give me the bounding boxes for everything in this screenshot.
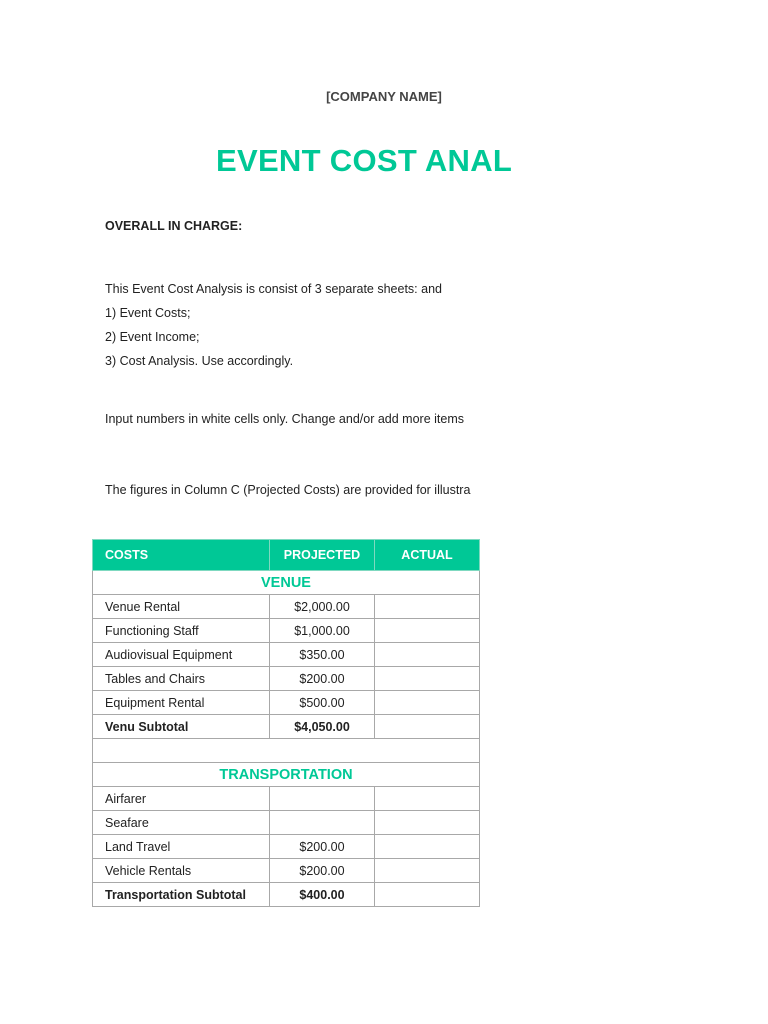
intro-line-1: This Event Cost Analysis is consist of 3 separate sheets: and [105,282,442,296]
projected-cell[interactable]: $200.00 [270,667,375,691]
table-row [93,811,480,835]
actual-cell[interactable] [375,619,480,643]
actual-cell[interactable] [375,835,480,859]
cost-item: Seafare [93,811,270,835]
cost-item: Vehicle Rentals [93,859,270,883]
table-row [93,643,480,667]
section-venue [93,571,480,595]
actual-cell[interactable] [375,859,480,883]
table-header-row [93,540,480,571]
intro-line-2: 1) Event Costs; [105,306,191,320]
actual-cell[interactable] [375,667,480,691]
header-actual: ACTUAL [375,540,480,571]
projected-cell[interactable]: $2,000.00 [270,595,375,619]
projected-cell[interactable] [270,811,375,835]
header-projected: PROJECTED [270,540,375,571]
projected-cell[interactable]: $500.00 [270,691,375,715]
table-row [93,667,480,691]
company-name: [COMPANY NAME] [326,89,442,104]
cost-item: Functioning Staff [93,619,270,643]
cost-table [92,539,480,907]
intro-line-4: 3) Cost Analysis. Use accordingly. [105,354,294,368]
projected-cell[interactable]: $200.00 [270,859,375,883]
subtotal-row-transportation [93,883,480,907]
table-row [93,595,480,619]
projected-cell[interactable]: $1,000.00 [270,619,375,643]
actual-cell[interactable] [375,595,480,619]
cost-item: Audiovisual Equipment [93,643,270,667]
subtotal-projected: $400.00 [270,883,375,907]
table-row [93,835,480,859]
subtotal-label: Venu Subtotal [93,715,270,739]
cost-item: Airfarer [93,787,270,811]
projected-cell[interactable]: $350.00 [270,643,375,667]
section-transportation [93,763,480,787]
figures-note: The figures in Column C (Projected Costs) are provided for illustra [105,483,471,497]
projected-cell[interactable] [270,787,375,811]
cost-item: Land Travel [93,835,270,859]
subtotal-label: Transportation Subtotal [93,883,270,907]
document-title: EVENT COST ANAL [216,143,513,178]
subtotal-row-venue [93,715,480,739]
subtotal-actual [375,715,480,739]
input-note: Input numbers in white cells only. Change and/or add more items [105,412,464,426]
actual-cell[interactable] [375,811,480,835]
table-row [93,691,480,715]
cost-item: Equipment Rental [93,691,270,715]
header-costs: COSTS [93,540,270,571]
actual-cell[interactable] [375,643,480,667]
cost-item: Venue Rental [93,595,270,619]
spacer-row [93,739,480,763]
intro-line-3: 2) Event Income; [105,330,200,344]
projected-cell[interactable]: $200.00 [270,835,375,859]
spacer-cell [93,739,480,763]
section-title-venue: VENUE [93,571,480,595]
subtotal-actual [375,883,480,907]
table-row [93,619,480,643]
table-row [93,859,480,883]
subtotal-projected: $4,050.00 [270,715,375,739]
cost-item: Tables and Chairs [93,667,270,691]
section-title-transportation: TRANSPORTATION [93,763,480,787]
actual-cell[interactable] [375,787,480,811]
overall-in-charge-label: OVERALL IN CHARGE: [105,219,243,233]
actual-cell[interactable] [375,691,480,715]
table-row [93,787,480,811]
